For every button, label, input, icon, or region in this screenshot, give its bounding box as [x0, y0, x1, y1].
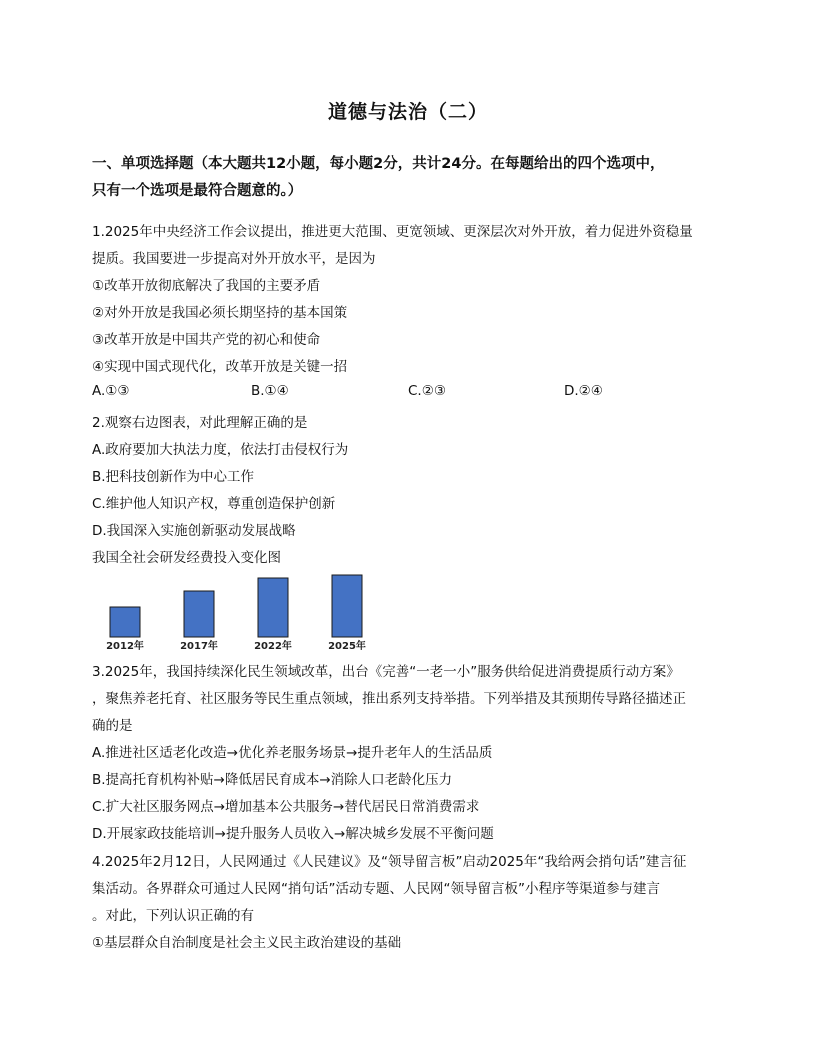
q3-option-d[interactable]: D.开展家政技能培训→提升服务人员收入→解决城乡发展不平衡问题: [92, 826, 494, 842]
q1-option-b[interactable]: B.①④: [251, 383, 289, 399]
bar-2: [184, 591, 214, 637]
q1-option-d[interactable]: D.②④: [564, 383, 603, 399]
q3-stem-line1: 3.2025年，我国持续深化民生领域改革，出台《完善“一老一小”服务供给促进消费提质行动方案》: [92, 664, 680, 680]
q4-stem-line3: 。对此，下列认识正确的有: [92, 908, 254, 924]
q1-stem-line2: 提质。我国要进一步提高对外开放水平，是因为: [92, 251, 376, 267]
q2-option-a[interactable]: A.政府要加大执法力度，依法打击侵权行为: [92, 442, 349, 458]
q2-option-d[interactable]: D.我国深入实施创新驱动发展战略: [92, 523, 296, 539]
section-heading-line2: 只有一个选项是最符合题意的。）: [92, 183, 303, 199]
x-tick-label-2: 2017年: [180, 641, 218, 652]
q2-option-c[interactable]: C.维护他人知识产权，尊重创造保护创新: [92, 496, 336, 512]
bar-4: [332, 575, 362, 637]
q3-option-b[interactable]: B.提高托育机构补贴→降低居民育成本→消除人口老龄化压力: [92, 772, 453, 788]
section-heading-line1: 一、单项选择题（本大题共12小题，每小题2分，共计24分。在每题给出的四个选项中，: [92, 156, 665, 172]
chart-caption: 我国全社会研发经费投入变化图: [92, 550, 281, 566]
q3-stem-line2: ，聚焦养老托育、社区服务等民生重点领域，推出系列支持举措。下列举措及其预期传导路径描述正: [92, 691, 686, 707]
q2-stem: 2.观察右边图表，对此理解正确的是: [92, 415, 308, 431]
q2-option-b[interactable]: B.把科技创新作为中心工作: [92, 469, 255, 485]
q1-option-c[interactable]: C.②③: [408, 383, 446, 399]
section-heading: [92, 151, 732, 205]
q1-item-4: ④实现中国式现代化，改革开放是关键一招: [92, 359, 348, 375]
q3-stem-line3: 确的是: [92, 718, 133, 734]
q1-item-2: ②对外开放是我国必须长期坚持的基本国策: [92, 305, 348, 321]
q1-option-a[interactable]: A.①③: [92, 383, 130, 399]
q1-item-1: ①改革开放彻底解决了我国的主要矛盾: [92, 278, 321, 294]
rd-funding-bar-chart: [92, 565, 392, 655]
x-tick-label-4: 2025年: [328, 641, 366, 652]
bar-3: [258, 578, 288, 637]
q1-stem-line1: 1.2025年中央经济工作会议提出，推进更大范围、更宽领域、更深层次对外开放，着力促进外资稳量: [92, 224, 693, 240]
q3-option-c[interactable]: C.扩大社区服务网点→增加基本公共服务→替代居民日常消费需求: [92, 799, 480, 815]
bar-1: [110, 607, 140, 637]
x-tick-label-3: 2022年: [254, 641, 292, 652]
q1-options: [92, 383, 732, 403]
q3-option-a[interactable]: A.推进社区适老化改造→优化养老服务场景→提升老年人的生活品质: [92, 745, 493, 761]
x-tick-label-1: 2012年: [106, 641, 144, 652]
q4-stem-line2: 集活动。各界群众可通过人民网“捎句话”活动专题、人民网“领导留言板”小程序等渠道参与建言: [92, 881, 660, 897]
q4-item-1: ①基层群众自治制度是社会主义民主政治建设的基础: [92, 935, 402, 951]
q1-item-3: ③改革开放是中国共产党的初心和使命: [92, 332, 321, 348]
q4-stem-line1: 4.2025年2月12日，人民网通过《人民建议》及“领导留言板”启动2025年“我给两会捎句话”建言征: [92, 854, 687, 870]
page-title: 道德与法治（二）: [327, 101, 488, 123]
